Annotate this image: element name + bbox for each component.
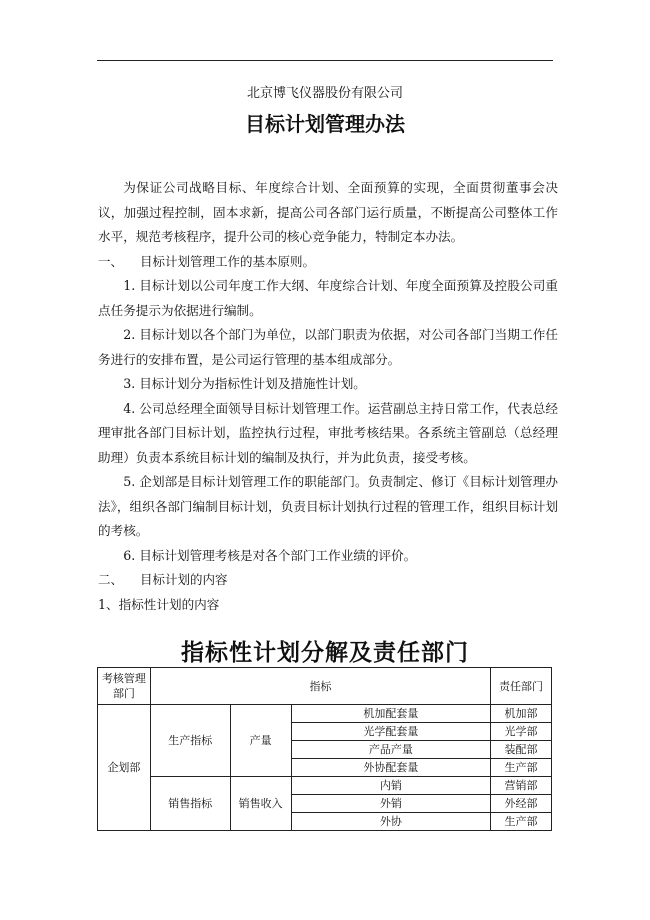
category-cell: 销售指标 <box>150 777 230 831</box>
resp-cell: 外经部 <box>491 795 552 813</box>
table-title: 指标性计划分解及责任部门 <box>181 640 469 666</box>
item-cell: 光学配套量 <box>291 723 491 741</box>
table-row <box>98 777 552 795</box>
section-2-title: 目标计划的内容 <box>140 572 228 587</box>
intro-paragraph: 为保证公司战略目标、年度综合计划、全面预算的实现，全面贯彻董事会决议，加强过程控制，固本求新，提高公司各部门运行质量，不断提高公司整体工作水平，规范考核程序，提升公司的核心竞争能力，特制定本办法。 <box>98 180 558 244</box>
principle-item: 5. 企划部是目标计划管理工作的职能部门。负责制定、修订《目标计划管理办法》，组织各部门编制目标计划，负责目标计划执行过程的管理工作，组织目标计划的考核。 <box>98 474 558 538</box>
document-body <box>98 176 558 617</box>
item-cell: 内销 <box>291 777 491 795</box>
resp-cell: 装配部 <box>491 741 552 759</box>
subsection-heading: 1、指标性计划的内容 <box>98 596 220 612</box>
table-header-row <box>98 668 552 705</box>
resp-cell: 光学部 <box>491 723 552 741</box>
item-cell: 外协配套量 <box>291 759 491 777</box>
table-row <box>98 705 552 723</box>
principle-item: 2. 目标计划以各个部门为单位，以部门职责为依据，对公司各部门当期工作任务进行的安排布置，是公司运行管理的基本组成部分。 <box>98 327 558 367</box>
principle-item: 6. 目标计划管理考核是对各个部门工作业绩的评价。 <box>123 547 417 563</box>
item-cell: 机加配套量 <box>291 705 491 723</box>
item-cell: 外协 <box>291 813 491 831</box>
sub-category-cell: 销售收入 <box>230 777 291 831</box>
principle-item: 4. 公司总经理全面领导目标计划管理工作。运营副总主持日常工作，代表总经理审批各部门目标计划，监控执行过程，审批考核结果。各系统主管副总（总经理助理）负责本系统目标计划的编制及执行，并为此负责，接受考核。 <box>98 400 558 465</box>
section-1-title: 目标计划管理工作的基本原则。 <box>140 253 316 269</box>
resp-cell: 生产部 <box>491 759 552 777</box>
document-title: 目标计划管理办法 <box>245 112 405 136</box>
item-cell: 产品产量 <box>291 741 491 759</box>
principle-item: 3. 目标计划分为指标性计划及措施性计划。 <box>123 376 366 391</box>
resp-cell: 机加部 <box>491 705 552 723</box>
principle-item: 1. 目标计划以公司年度工作大纲、年度综合计划、年度全面预算及控股公司重点任务提示为依据进行编制。 <box>98 278 558 318</box>
header-rule <box>97 60 553 61</box>
header-indicator: 指标 <box>150 668 490 705</box>
category-cell: 生产指标 <box>150 705 230 777</box>
resp-cell: 生产部 <box>491 813 552 831</box>
header-dept: 考核管理部门 <box>98 668 151 705</box>
sub-category-cell: 产量 <box>230 705 291 777</box>
indicator-table <box>97 667 552 831</box>
section-2-number: 二、 <box>98 572 124 587</box>
section-1-number: 一、 <box>98 253 124 269</box>
resp-cell: 营销部 <box>491 777 552 795</box>
section-1-heading <box>98 250 558 275</box>
section-2-heading <box>98 568 558 593</box>
company-name: 北京博飞仪器股份有限公司 <box>246 86 403 101</box>
item-cell: 外销 <box>291 795 491 813</box>
dept-cell: 企划部 <box>98 705 151 831</box>
header-resp: 责任部门 <box>491 668 552 705</box>
